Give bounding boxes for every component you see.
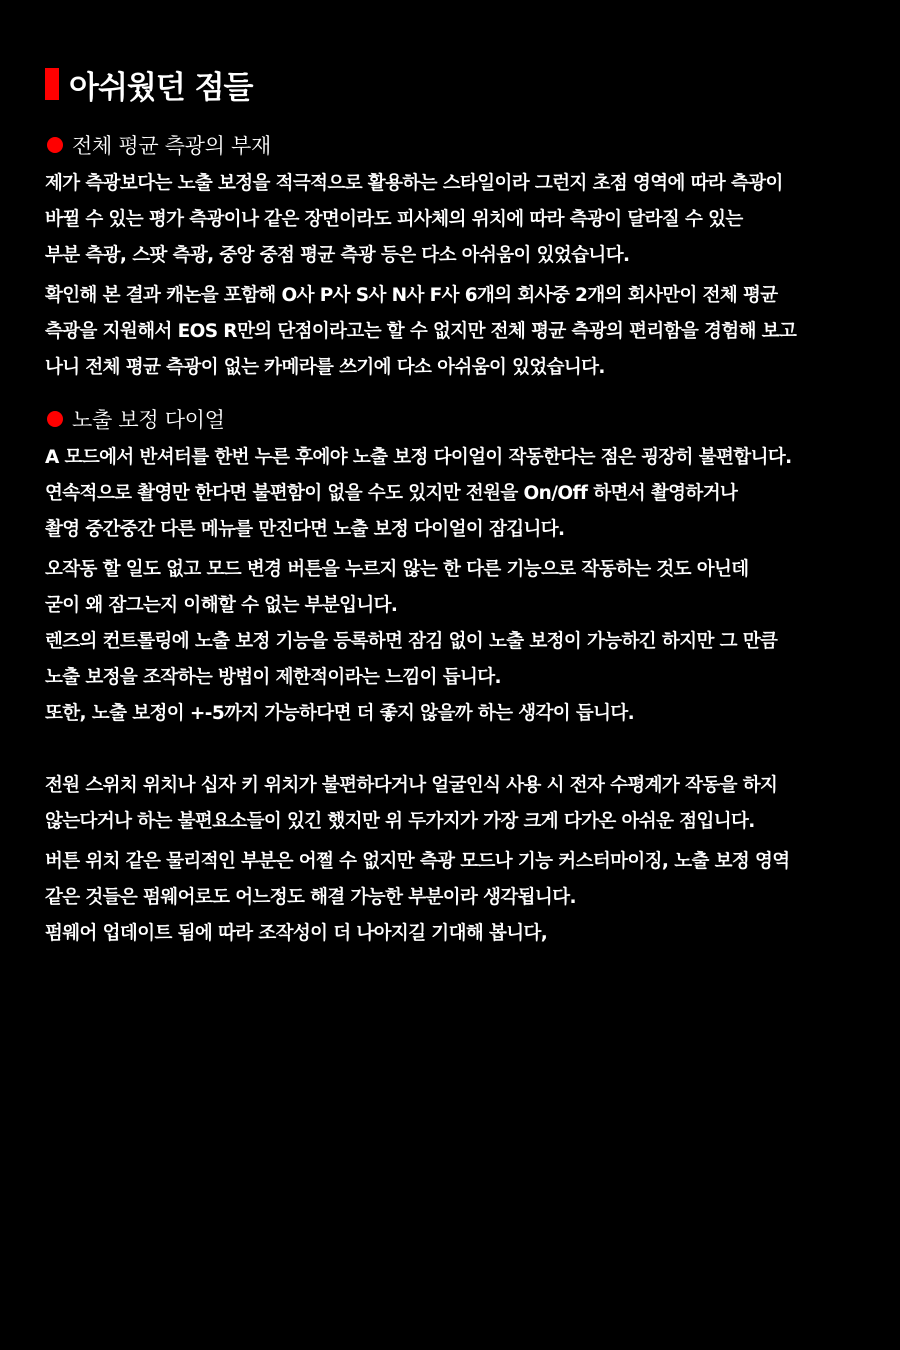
text-line: 오작동 할 일도 없고 모드 변경 버튼을 누르지 않는 한 다른 기능으로 작동하는 것도 아닌데 <box>45 559 749 580</box>
text-line: 렌즈의 컨트롤링에 노출 보정 기능을 등록하면 잠김 없이 노출 보정이 가능하긴 하지만 그 만큼 <box>45 631 778 652</box>
paragraph <box>45 440 865 548</box>
text-line: 바뀔 수 있는 평가 측광이나 같은 장면이라도 피사체의 위치에 따라 측광이 달라질 수 있는 <box>45 209 743 230</box>
bullet-dot-icon <box>47 411 63 427</box>
paragraph <box>45 552 865 732</box>
text-line: 펌웨어 업데이트 됨에 따라 조작성이 더 나아지길 기대해 봅니다, <box>45 923 548 944</box>
section-heading-row <box>45 128 865 162</box>
section-heading: 전체 평균 측광의 부재 <box>72 134 271 158</box>
paragraph <box>45 768 865 840</box>
article-body <box>45 64 865 956</box>
paragraph <box>45 278 865 386</box>
section-closing <box>45 768 865 952</box>
text-line: 버튼 위치 같은 물리적인 부분은 어쩔 수 없지만 측광 모드나 기능 커스터마이징, 노출 보정 영역 <box>45 851 790 872</box>
text-line: 굳이 왜 잠그는지 이해할 수 없는 부분입니다. <box>45 595 398 616</box>
text-line: 제가 측광보다는 노출 보정을 적극적으로 활용하는 스타일이라 그런지 초점 영역에 따라 측광이 <box>45 173 783 194</box>
paragraph <box>45 844 865 952</box>
text-line: 부분 측광, 스팟 측광, 중앙 중점 평균 측광 등은 다소 아쉬움이 있었습니다. <box>45 245 630 266</box>
page-title: 아쉬웠던 점들 <box>69 69 253 106</box>
page-title-row <box>45 64 865 104</box>
text-line: 연속적으로 촬영만 한다면 불편함이 없을 수도 있지만 전원을 On/Off 하면서 촬영하거나 <box>45 483 738 504</box>
text-line: 않는다거나 하는 불편요소들이 있긴 했지만 위 두가지가 가장 크게 다가온 아쉬운 점입니다. <box>45 811 755 832</box>
section-heading: 노출 보정 다이얼 <box>72 408 225 432</box>
text-line: 같은 것들은 펌웨어로도 어느정도 해결 가능한 부분이라 생각됩니다. <box>45 887 576 908</box>
text-line: 나니 전체 평균 측광이 없는 카메라를 쓰기에 다소 아쉬움이 있었습니다. <box>45 357 605 378</box>
section-metering <box>45 128 865 386</box>
text-line: 확인해 본 결과 캐논을 포함해 O사 P사 S사 N사 F사 6개의 회사중 2개의 회사만이 전체 평균 <box>45 285 778 306</box>
text-line: 전원 스위치 위치나 십자 키 위치가 불편하다거나 얼굴인식 사용 시 전자 수평계가 작동을 하지 <box>45 775 778 796</box>
text-line: 측광을 지원해서 EOS R만의 단점이라고는 할 수 없지만 전체 평균 측광의 편리함을 경험해 보고 <box>45 321 797 342</box>
text-line: 또한, 노출 보정이 +-5까지 가능하다면 더 좋지 않을까 하는 생각이 듭니다. <box>45 703 635 724</box>
bullet-dot-icon <box>47 137 63 153</box>
paragraph <box>45 166 865 274</box>
text-line: A 모드에서 반셔터를 한번 누른 후에야 노출 보정 다이얼이 작동한다는 점은 굉장히 불편합니다. <box>45 447 792 468</box>
title-accent-bar <box>45 68 59 100</box>
text-line: 촬영 중간중간 다른 메뉴를 만진다면 노출 보정 다이얼이 잠깁니다. <box>45 519 565 540</box>
text-line: 노출 보정을 조작하는 방법이 제한적이라는 느낌이 듭니다. <box>45 667 501 688</box>
section-heading-row <box>45 402 865 436</box>
section-exposure-dial <box>45 402 865 732</box>
